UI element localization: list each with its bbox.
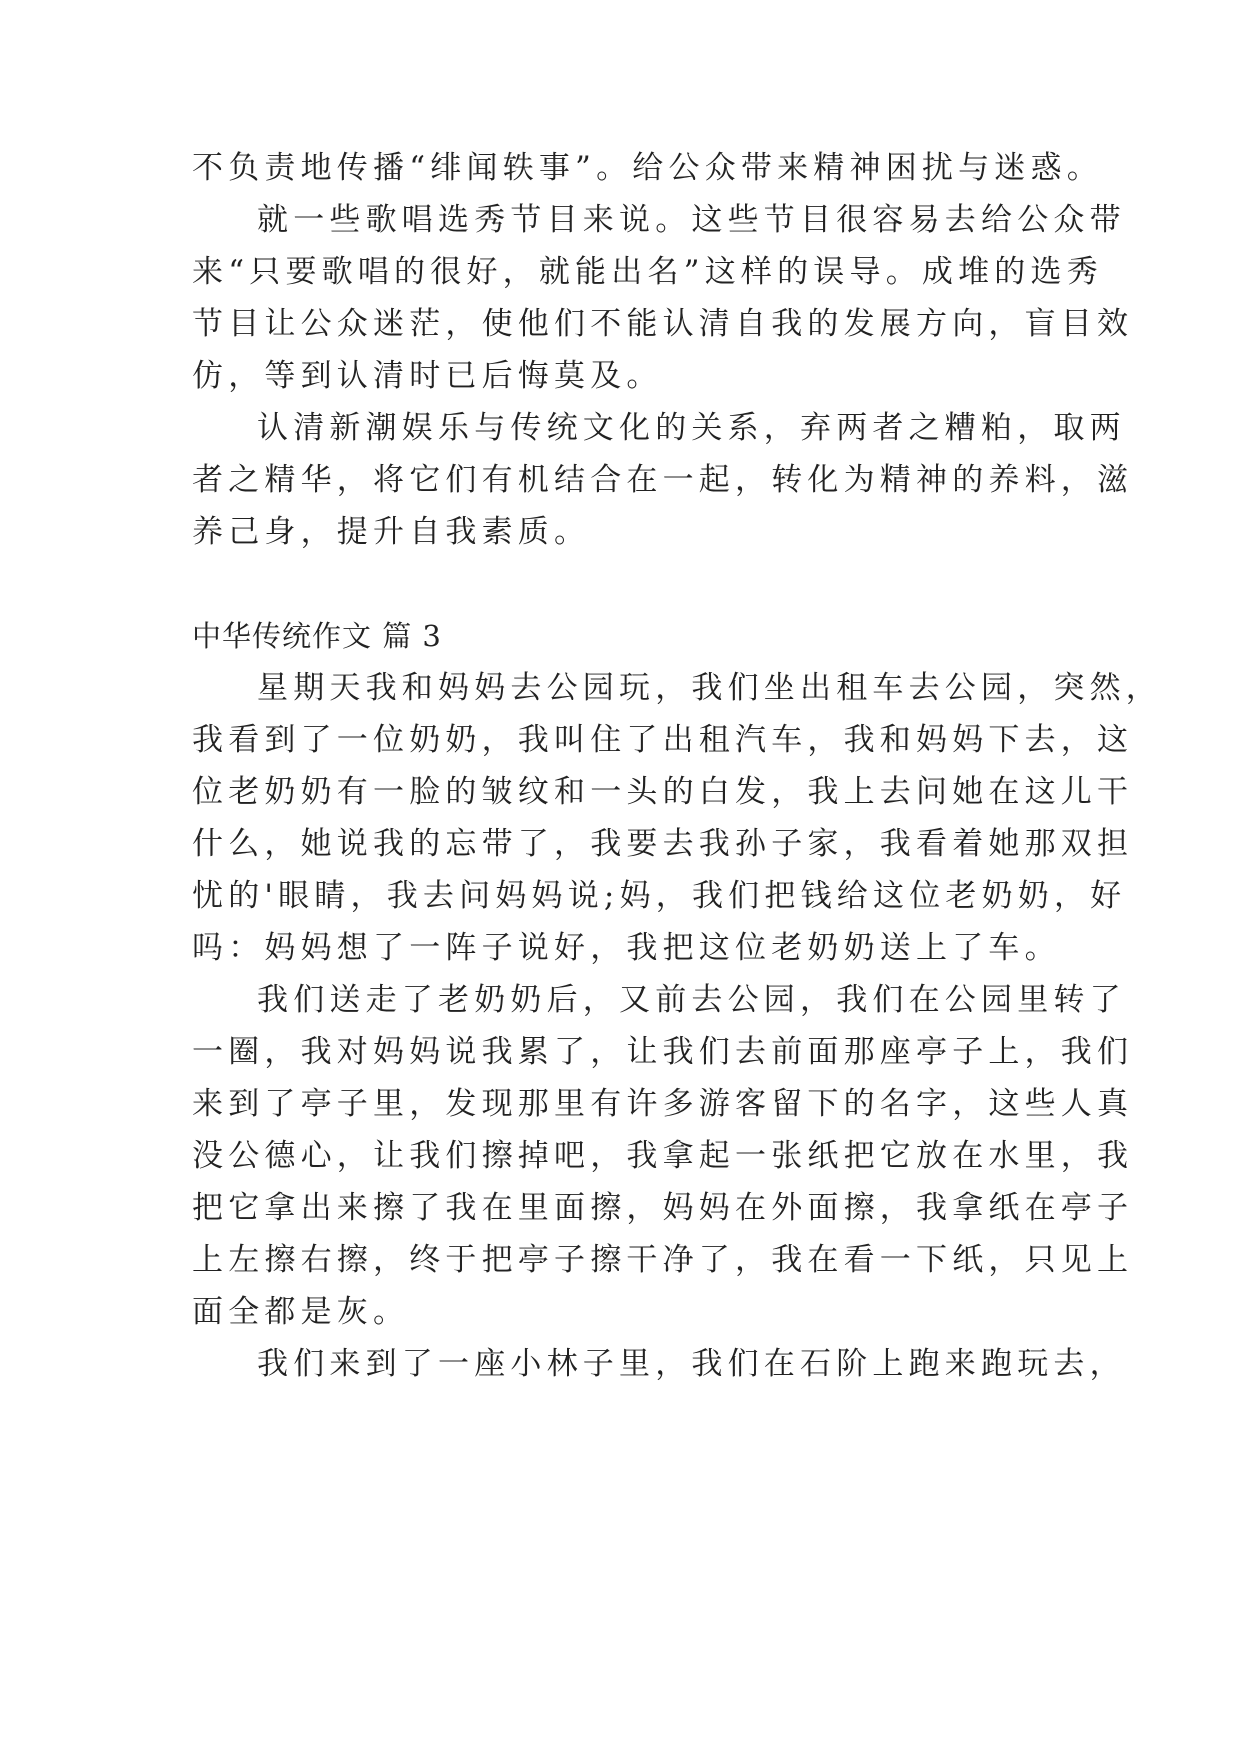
text-line: 忧的'眼睛，我去问妈妈说;妈，我们把钱给这位老奶奶，好	[192, 878, 1127, 914]
text-line: 就一些歌唱选秀节目来说。这些节目很容易去给公众带	[257, 202, 1126, 238]
text-line: 吗：妈妈想了一阵子说好，我把这位老奶奶送上了车。	[192, 930, 1061, 966]
text-line: 星期天我和妈妈去公园玩，我们坐出租车去公园，突然，	[257, 670, 1162, 706]
text-line: 没公德心，让我们擦掉吧，我拿起一张纸把它放在水里，我	[192, 1138, 1134, 1174]
text-line: 养己身，提升自我素质。	[192, 514, 591, 550]
text-line: 仿，等到认清时已后悔莫及。	[192, 358, 663, 394]
text-line: 者之精华，将它们有机结合在一起，转化为精神的养料，滋	[192, 462, 1134, 498]
text-line: 一圈，我对妈妈说我累了，让我们去前面那座亭子上，我们	[192, 1034, 1134, 1070]
text-line: 来到了亭子里，发现那里有许多游客留下的名字，这些人真	[192, 1086, 1134, 1122]
text-line: 来“只要歌唱的很好，就能出名”这样的误导。成堆的选秀	[192, 254, 1103, 290]
text-line: 认清新潮娱乐与传统文化的关系，弃两者之糟粕，取两	[257, 410, 1126, 446]
text-line: 不负责地传播“绯闻轶事”。给公众带来精神困扰与迷惑。	[192, 150, 1103, 186]
text-line: 节目让公众迷茫，使他们不能认清自我的发展方向，盲目效	[192, 306, 1134, 342]
text-line: 位老奶奶有一脸的皱纹和一头的白发，我上去问她在这儿干	[192, 774, 1134, 810]
text-line: 把它拿出来擦了我在里面擦，妈妈在外面擦，我拿纸在亭子	[192, 1190, 1134, 1226]
text-line: 什么，她说我的忘带了，我要去我孙子家，我看着她那双担	[192, 826, 1134, 862]
text-line: 上左擦右擦，终于把亭子擦干净了，我在看一下纸，只见上	[192, 1242, 1134, 1278]
section-heading: 中华传统作文 篇 3	[192, 619, 442, 653]
text-line: 面全都是灰。	[192, 1294, 410, 1330]
text-line: 我们来到了一座小林子里，我们在石阶上跑来跑玩去，	[257, 1346, 1126, 1382]
text-line: 我们送走了老奶奶后，又前去公园，我们在公园里转了	[257, 982, 1126, 1018]
text-line: 我看到了一位奶奶，我叫住了出租汽车，我和妈妈下去，这	[192, 722, 1134, 758]
